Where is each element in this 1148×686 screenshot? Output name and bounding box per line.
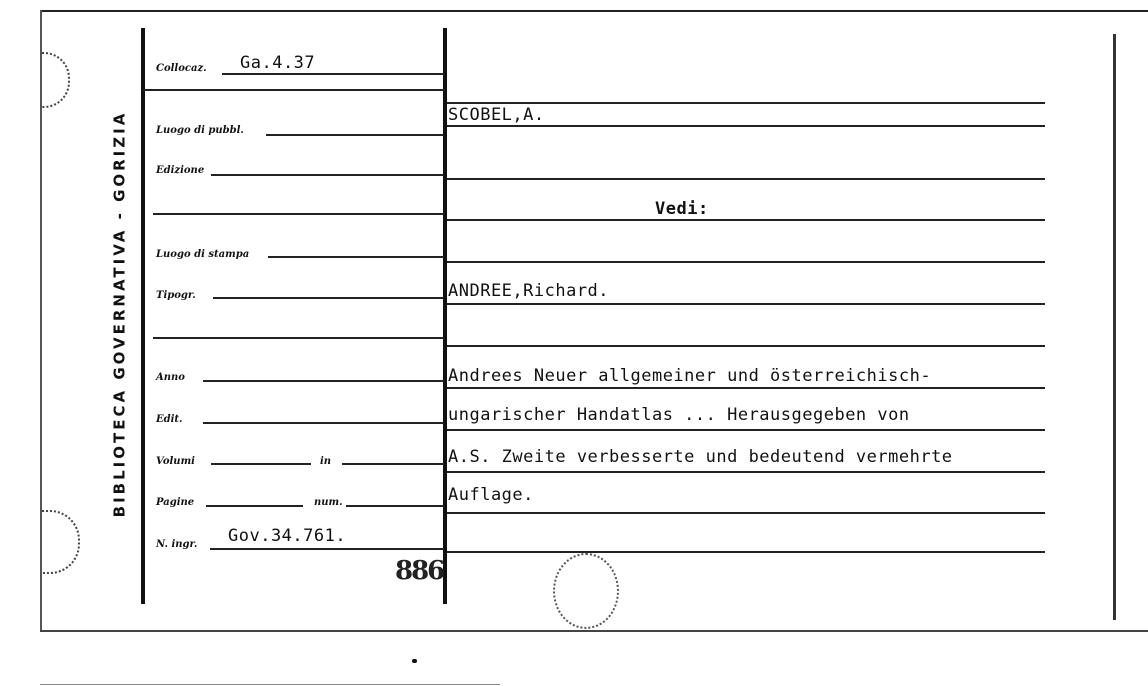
library-stamp: [553, 553, 619, 629]
right-rule-12: [447, 551, 1045, 553]
header-divider: [143, 89, 445, 91]
right-rule-5: [447, 261, 1045, 263]
luogo-stampa-label: Luogo di stampa: [156, 249, 250, 260]
punch-hole-top: [42, 52, 70, 108]
author-heading: SCOBEL,A.: [448, 105, 545, 125]
punch-hole-bottom: [42, 510, 80, 574]
form-blank-line-1: [153, 213, 444, 215]
right-rule-9: [447, 429, 1045, 431]
left-form-rule: [141, 28, 145, 604]
in-label: in: [320, 456, 332, 467]
card-bottom-edge: [40, 630, 1148, 632]
pagine-label: Pagine: [156, 497, 195, 508]
right-rule-3: [447, 178, 1045, 180]
edizione-label: Edizione: [156, 165, 205, 176]
handwritten-note: 886: [395, 556, 444, 586]
tipografia-line: [213, 297, 444, 299]
right-rule-10: [447, 471, 1045, 473]
right-rule-4: [447, 219, 1045, 221]
num-line: [346, 505, 444, 507]
card-top-edge: [40, 10, 1148, 12]
n-ingr-label: N. ingr.: [156, 539, 198, 550]
tipografia-label: Tipogr.: [156, 290, 196, 301]
collocazione-value: Ga.4.37: [240, 53, 316, 73]
volumi-label: Volumi: [156, 456, 195, 467]
edit-line: [203, 422, 444, 424]
ref-author: ANDREE,Richard.: [448, 281, 610, 301]
collocazione-label: Collocaz.: [156, 63, 207, 74]
title-line-2: ungarischer Handatlas ... Herausgegeben von: [448, 405, 910, 425]
right-rule-2: [447, 125, 1045, 127]
n-ingr-line: [210, 548, 444, 550]
volumi-line: [211, 463, 311, 465]
right-rule-11: [447, 512, 1045, 514]
in-line: [342, 463, 444, 465]
anno-label: Anno: [156, 372, 185, 383]
pagine-line: [206, 505, 303, 507]
title-line-4: Auflage.: [448, 485, 534, 505]
luogo-stampa-line: [268, 256, 444, 258]
library-name: BIBLIOTECA GOVERNATIVA - GORIZIA: [110, 110, 129, 518]
luogo-pubbl-line: [266, 134, 444, 136]
form-blank-line-2: [153, 337, 444, 339]
faint-bottom-line: [40, 684, 500, 685]
right-rule-8: [447, 387, 1045, 389]
edizione-line: [211, 174, 444, 176]
anno-line: [203, 380, 444, 382]
n-ingr-value: Gov.34.761.: [228, 526, 347, 546]
right-rule-6: [447, 303, 1045, 305]
edit-label: Edit.: [156, 414, 183, 425]
card-right-edge: [1113, 34, 1116, 620]
num-label: num.: [314, 497, 343, 508]
right-rule-7: [447, 345, 1045, 347]
luogo-pubbl-label: Luogo di pubbl.: [156, 125, 244, 136]
see-label: Vedi:: [655, 199, 709, 219]
middle-rule: [443, 28, 447, 604]
collocazione-line: [222, 73, 444, 75]
title-line-3: A.S. Zweite verbesserte und bedeutend vermehrte: [448, 447, 953, 467]
right-rule-1: [447, 102, 1045, 104]
title-line-1: Andrees Neuer allgemeiner und österreichisch-: [448, 366, 932, 386]
dot-mark: [412, 659, 417, 663]
